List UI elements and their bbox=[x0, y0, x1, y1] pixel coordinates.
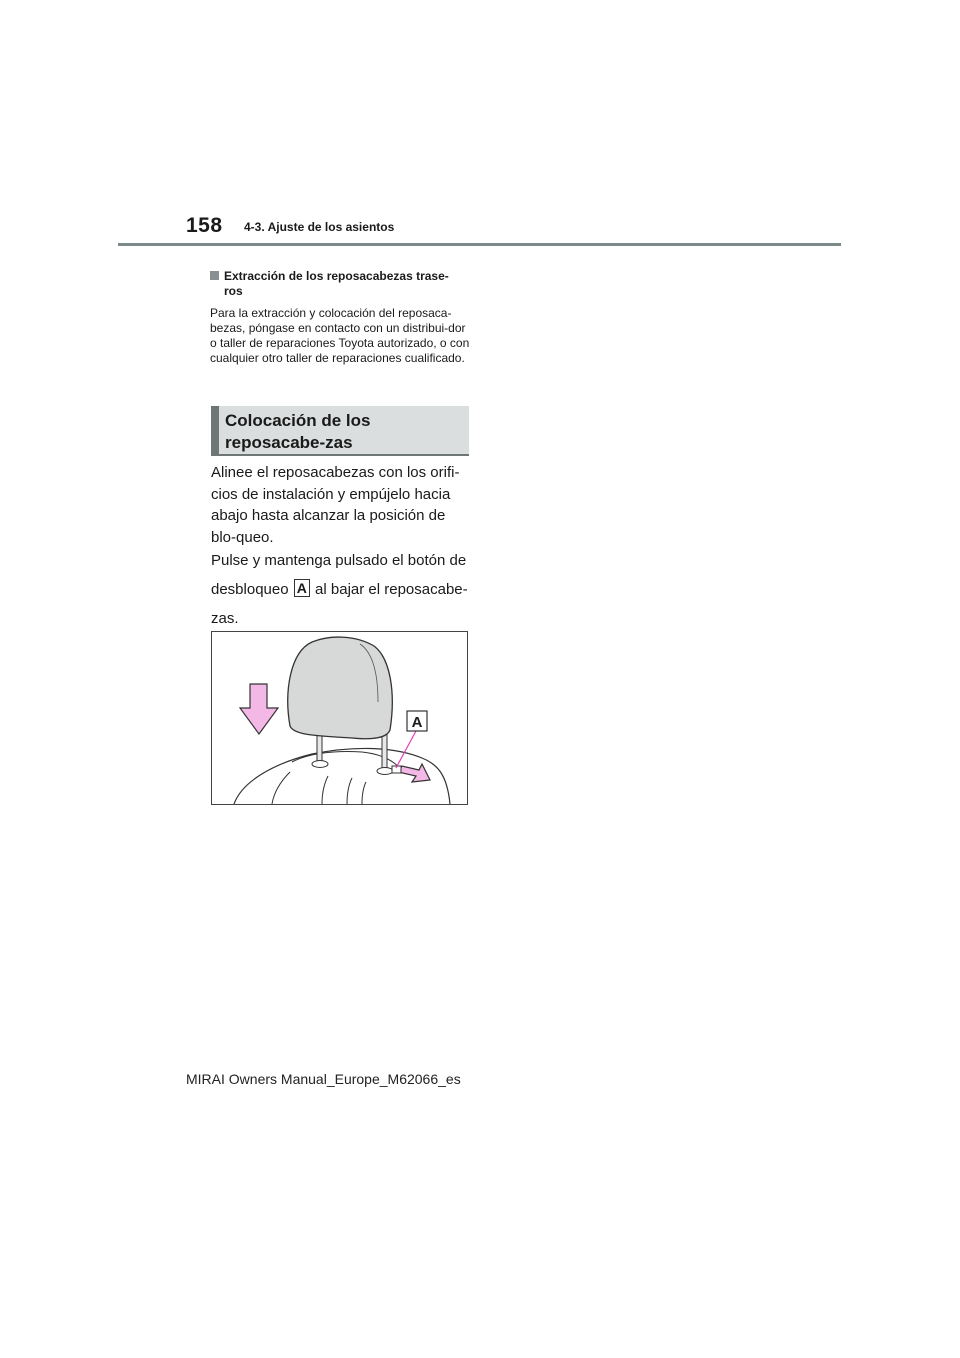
callout-label: A bbox=[411, 714, 423, 731]
post-hole-left bbox=[312, 761, 328, 768]
section-heading: Colocación de los reposacabe-zas bbox=[225, 411, 371, 452]
headrest-illustration bbox=[211, 631, 468, 805]
install-paragraph bbox=[211, 462, 473, 548]
headrest-drawing bbox=[212, 632, 467, 804]
subheading-line1: Extracción de los reposacabezas trase- bbox=[224, 269, 449, 283]
release-paragraph bbox=[211, 546, 473, 633]
push-down-arrow-icon bbox=[240, 684, 278, 734]
press-button-arrow-icon bbox=[398, 764, 430, 782]
release-text-before: Pulse y mantenga pulsado el botón de desbloqueo bbox=[211, 552, 467, 598]
post-hole-right bbox=[377, 768, 393, 775]
install-paragraph-text: Alinee el reposacabezas con los orifi-cios de instalación y empújelo hacia abajo hasta alcanzar la posición de blo-queo. bbox=[211, 464, 460, 546]
section-heading-box bbox=[211, 406, 469, 456]
label-a-inline: A bbox=[294, 579, 310, 597]
footer-text: MIRAI Owners Manual_Europe_M62066_es bbox=[186, 1071, 461, 1087]
release-text-after: al bajar el reposacabe-zas. bbox=[211, 581, 468, 627]
bullet-square-icon bbox=[210, 271, 219, 280]
callout-line bbox=[396, 731, 416, 768]
page-number: 158 bbox=[186, 214, 223, 237]
section-title: 4-3. Ajuste de los asientos bbox=[244, 220, 395, 234]
subheading-line2: ros bbox=[224, 284, 243, 298]
subheading bbox=[210, 269, 472, 299]
header-divider bbox=[118, 243, 841, 246]
headrest bbox=[288, 637, 392, 739]
removal-paragraph: Para la extracción y colocación del reposaca-bezas, póngase en contacto con un distribui-dor o taller de reparaciones Toyota autorizado, o con cualquier otro taller de reparaciones cualificado. bbox=[210, 306, 470, 365]
